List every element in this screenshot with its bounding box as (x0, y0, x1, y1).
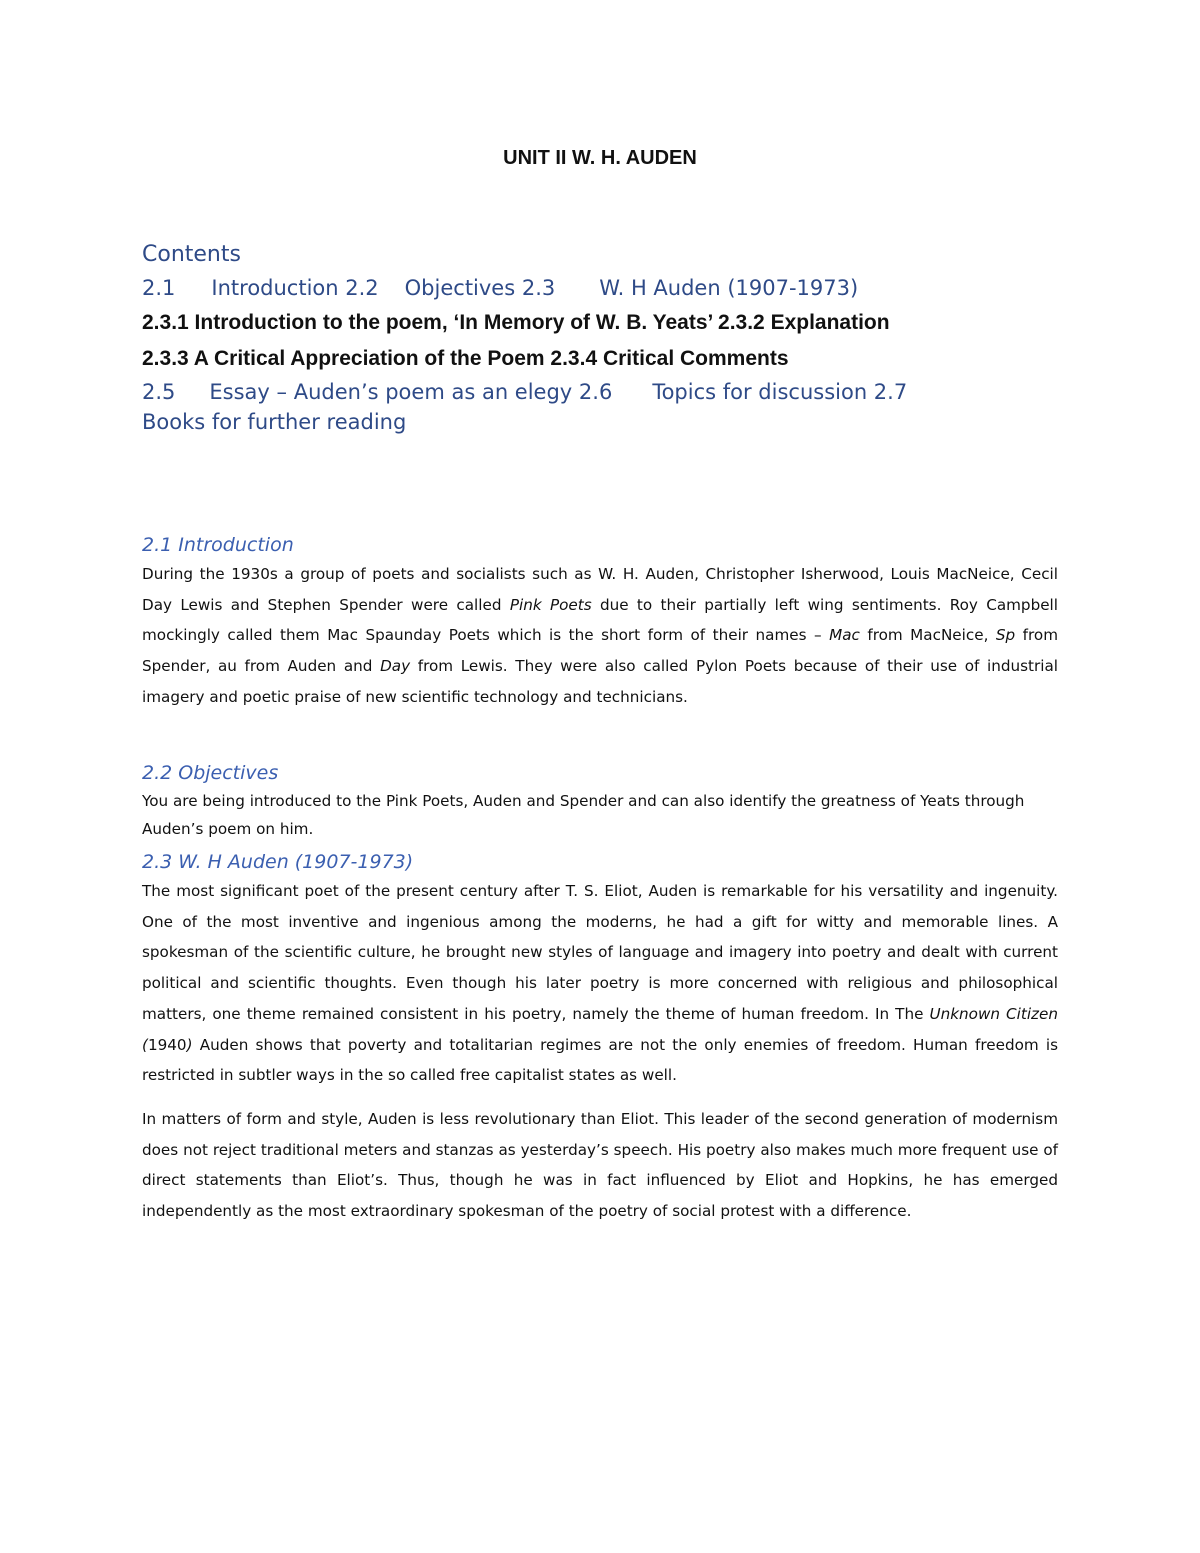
objectives-heading: 2.2 Objectives (142, 762, 279, 784)
objectives-section (142, 759, 1058, 843)
toc-2-5-number: 2.5 (142, 380, 176, 404)
auden-section (142, 848, 1058, 1227)
introduction-heading: 2.1 Introduction (142, 534, 294, 556)
contents-heading: Contents (142, 242, 241, 267)
auden-paragraph-1: The most significant poet of the present century after T. S. Eliot, Auden is remarkable for his versatility and ingenuity. One of the most inventive and ingenious among the moderns, he had a gift for witty and memorable lines. A spokesman of the scientific culture, he brought new styles of language and imagery into poetry and dealt with current political and scientific thoughts. Even though his later poetry is more concerned with religious and philosophical matters, one theme remained consistent in his poetry, namely the theme of human freedom. In The Unknown Citizen (1940) Auden shows that poverty and totalitarian regimes are not the only enemies of freedom. Human freedom is restricted in subtler ways in the so called free capitalist states as well. (142, 882, 1058, 1085)
contents-block (142, 236, 1042, 437)
contents-line-3: 2.3.3 A Critical Appreciation of the Poem 2.3.4 Critical Comments (142, 347, 789, 370)
introduction-paragraph: During the 1930s a group of poets and socialists such as W. H. Auden, Christopher Isherwood, Louis MacNeice, Cecil Day Lewis and Stephen Spender were called Pink Poets due to their partially left wing sentiments. Roy Campbell mockingly called them Mac Spaunday Poets which is the short form of their names – Mac from MacNeice, Sp from Spender, au from Auden and Day from Lewis. They were also called Pylon Poets because of their use of industrial imagery and poetic praise of new scientific technology and technicians. (142, 565, 1059, 706)
toc-auden: W. H Auden (1907-1973) (599, 276, 859, 300)
auden-paragraph-2: In matters of form and style, Auden is less revolutionary than Eliot. This leader of the second generation of modernism does not reject traditional meters and stanzas as yesterday’s speech. His poetry also makes much more frequent use of direct statements than Eliot’s. Thus, though he was in fact influenced by Eliot and Hopkins, he has emerged independently as the most extraordinary spokesman of the poetry of social protest with a difference. (142, 1109, 1058, 1221)
introduction-section (142, 531, 1058, 713)
toc-topics: Topics for discussion 2.7 (652, 380, 908, 404)
toc-books: Books for further reading (142, 410, 407, 434)
toc-objectives: Objectives 2.3 (404, 276, 556, 300)
toc-2-1-number: 2.1 (142, 276, 176, 300)
contents-line-2: 2.3.1 Introduction to the poem, ‘In Memory of W. B. Yeats’ 2.3.2 Explanation (142, 311, 890, 334)
contents-line-4 (142, 377, 1042, 437)
toc-essay: Essay – Auden’s poem as an elegy 2.6 (209, 380, 613, 404)
contents-line-1 (142, 272, 1042, 305)
toc-introduction: Introduction 2.2 (211, 276, 379, 300)
unit-title: UNIT II W. H. AUDEN (503, 147, 697, 169)
objectives-paragraph: You are being introduced to the Pink Poets, Auden and Spender and can also identify the greatness of Yeats through Auden’s poem on him. (142, 792, 1025, 838)
auden-heading: 2.3 W. H Auden (1907-1973) (142, 851, 414, 873)
